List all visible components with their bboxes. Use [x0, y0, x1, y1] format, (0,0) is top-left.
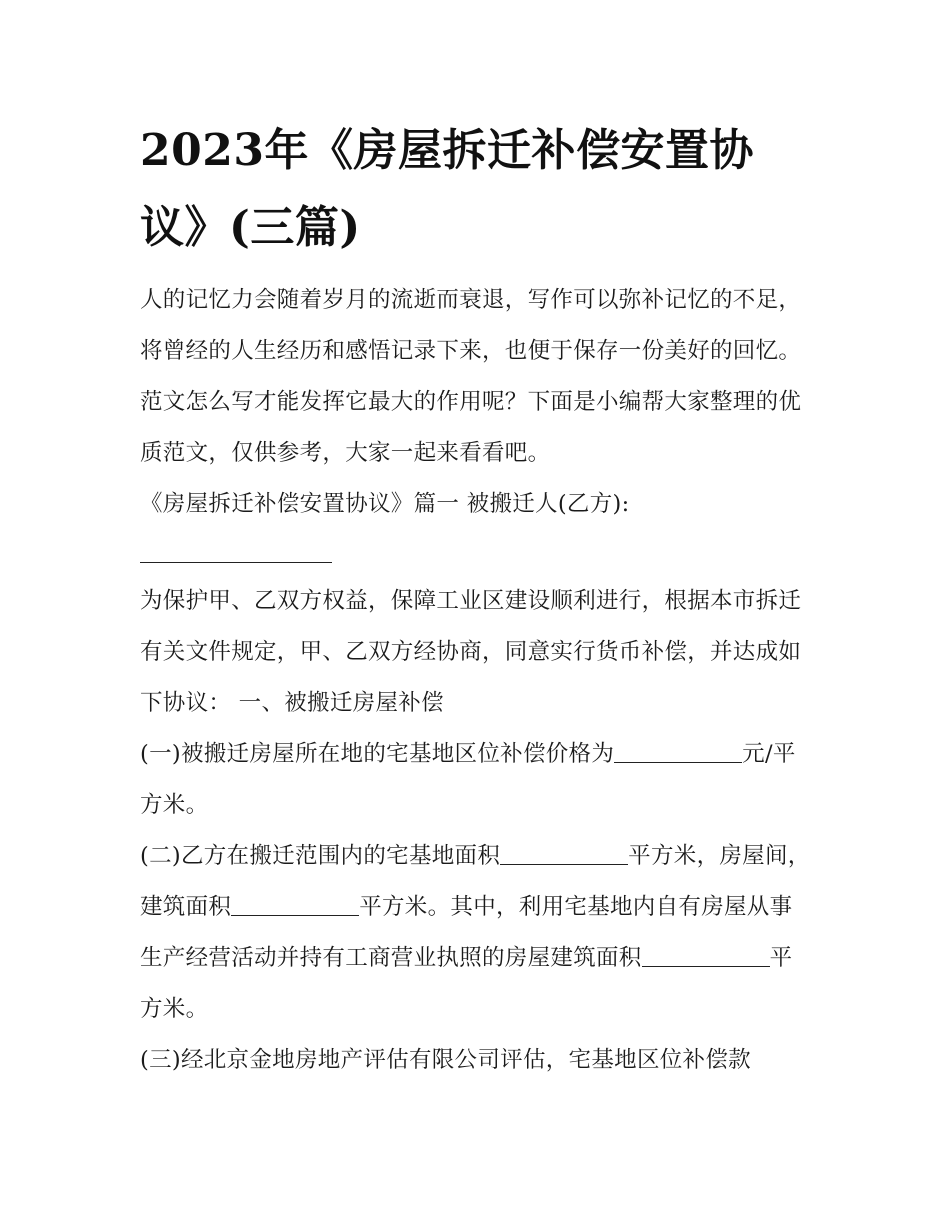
clause-1	[140, 729, 815, 831]
clause-1-unit: 元/平方米。	[140, 741, 796, 818]
document-title: 2023年《房屋拆迁补偿安置协议》(三篇)	[140, 125, 754, 253]
clause-2-text-d: 平方米。	[140, 945, 793, 1022]
clause-1-text: (一)被搬迁房屋所在地的宅基地区位补偿价格为	[140, 741, 615, 767]
price-blank	[614, 740, 742, 764]
business-area-blank	[642, 944, 770, 968]
document-body	[140, 275, 815, 1086]
clause-2	[140, 831, 815, 1035]
clause-3: (三)经北京金地房地产评估有限公司评估，宅基地区位补偿款	[140, 1047, 751, 1073]
homestead-area-blank	[500, 842, 628, 866]
clause-2-text-a: (二)乙方在搬迁范围内的宅基地面积	[140, 843, 501, 869]
section-heading: 《房屋拆迁补偿安置协议》篇一 被搬迁人(乙方):	[140, 491, 630, 517]
clause-2-text-b: 平方米，房屋间，建筑面积	[140, 843, 811, 920]
intro-paragraph: 人的记忆力会随着岁月的流逝而衰退，写作可以弥补记忆的不足，将曾经的人生经历和感悟记录下来，也便于保存一份美好的回忆。范文怎么写才能发挥它最大的作用呢？下面是小编帮大家整理的优质范文，仅供参考，大家一起来看看吧。	[140, 287, 802, 466]
document-page	[140, 112, 815, 1086]
preamble-paragraph: 为保护甲、乙双方权益，保障工业区建设顺利进行，根据本市拆迁有关文件规定，甲、乙双方经协商，同意实行货币补偿，并达成如下协议： 一、被搬迁房屋补偿	[140, 588, 802, 716]
clause-2-text-c: 平方米。其中，利用宅基地内自有房屋从事生产经营活动并持有工商营业执照的房屋建筑面积	[140, 894, 793, 971]
building-area-blank	[231, 893, 359, 917]
signature-blank-line	[140, 530, 332, 563]
